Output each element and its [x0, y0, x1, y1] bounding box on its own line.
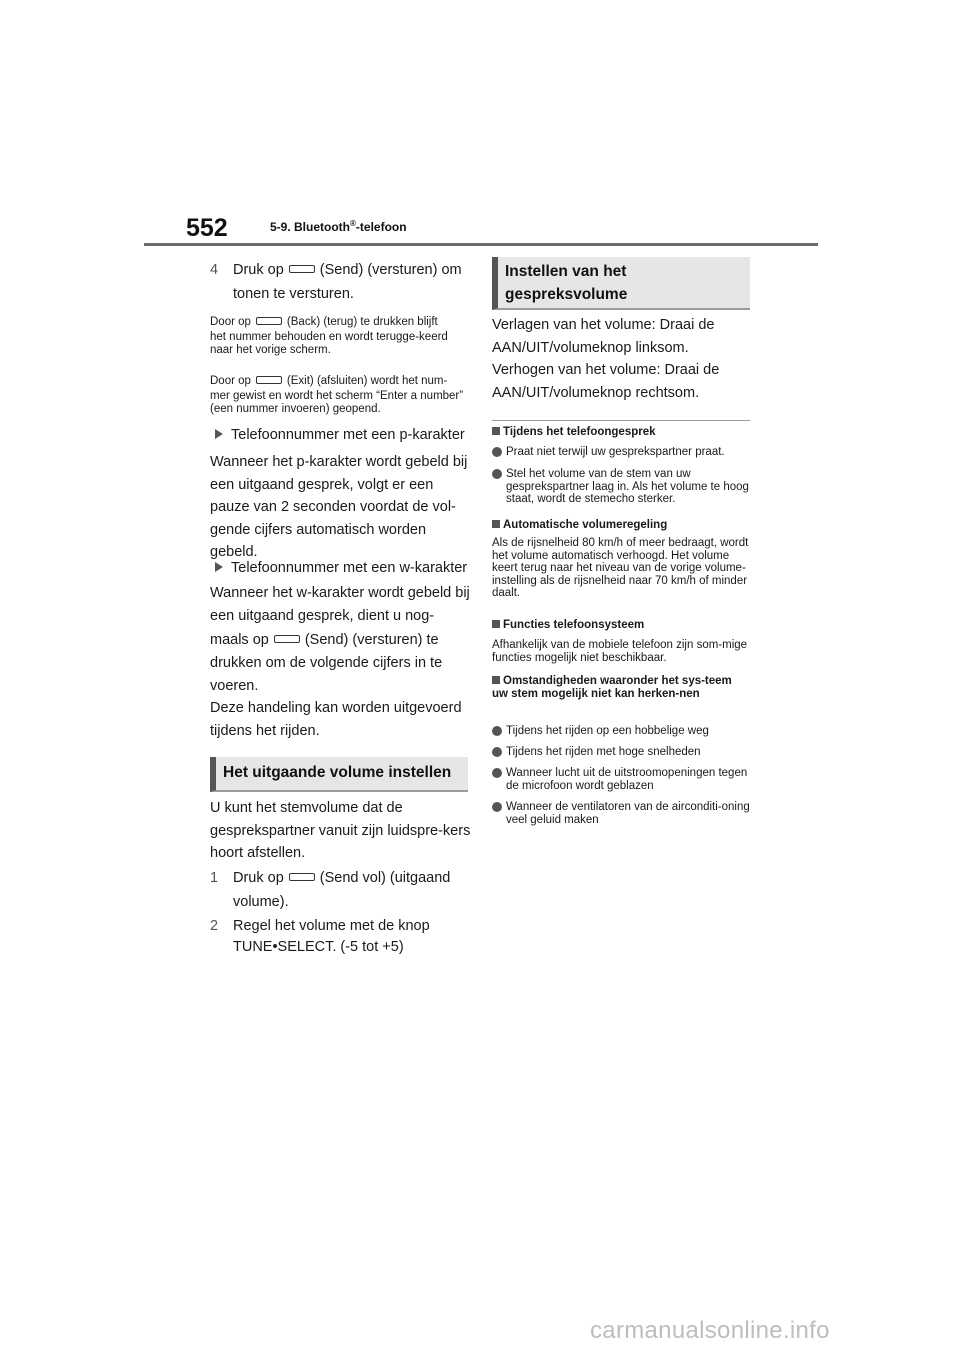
- square-bullet-icon: [492, 676, 500, 684]
- list-item: [492, 725, 750, 738]
- arrow-icon: [215, 562, 223, 572]
- p-character-body: Wanneer het p-karakter wordt gebeld bij een uitgaand gesprek, volgt er een pauze van 2 seconden voordat de vol-gende cijfers automatisch worden gebeld.: [210, 454, 468, 560]
- square-bullet-icon: [492, 520, 500, 528]
- list-item-text: Praat niet terwijl uw gesprekspartner praat.: [506, 446, 725, 458]
- bullet-icon: [492, 447, 502, 457]
- during-call-heading: [492, 426, 750, 439]
- voice-recognition-heading: [492, 675, 750, 701]
- outgoing-step-2: [210, 916, 472, 958]
- volume-decrease: Verlagen van het volume: Draai de AAN/UIT/volumeknop linksom.: [492, 317, 715, 356]
- w-heading-text: Telefoonnummer met een w-karakter: [231, 560, 468, 576]
- exit-button-icon: [256, 376, 282, 384]
- note-exit-line1: (Exit) (afsluiten) wordt het num-: [286, 375, 448, 387]
- step-text-post: (Send vol) (uitgaand volume).: [233, 870, 451, 910]
- list-item-text: Stel het volume van de stem van uw gesprekspartner laag in. Als het volume te hoog staat, wordt de stemecho sterker.: [506, 468, 749, 505]
- list-item-text: Wanneer de ventilatoren van de airconditi-oning veel geluid maken: [506, 801, 750, 826]
- step-text-pre: Druk op: [233, 870, 284, 886]
- during-call-title: Tijdens het telefoongesprek: [503, 426, 656, 438]
- auto-volume-title: Automatische volumeregeling: [503, 519, 668, 531]
- auto-volume-body: Als de rijsnelheid 80 km/h of meer bedraagt, wordt het volume automatisch verhoogd. Het volume keert terug naar het niveau van de vorige volume-instelling als de rijsnelheid naar 70 km/h of minder daalt.: [492, 537, 749, 599]
- step-number: 2: [210, 918, 219, 934]
- list-item-text: Tijdens het rijden op een hobbelige weg: [506, 725, 709, 737]
- volume-increase: Verhogen van het volume: Draai de AAN/UIT/volumeknop rechtsom.: [492, 362, 720, 401]
- step-number: 1: [210, 870, 219, 886]
- list-item: [492, 446, 750, 459]
- auto-volume-heading: [492, 519, 750, 532]
- list-item: [492, 767, 750, 792]
- note-back: [210, 314, 472, 356]
- phone-functions-heading: [492, 619, 750, 632]
- note-exit: [210, 373, 472, 415]
- registered-mark: ®: [350, 219, 356, 228]
- bullet-icon: [492, 747, 502, 757]
- send-vol-button-icon: [289, 873, 315, 881]
- section-title: [270, 219, 407, 234]
- w-body-pre: maals op: [210, 632, 269, 648]
- voice-recognition-title: Omstandigheden waaronder het sys-teem uw stem mogelijk niet kan herken-nen: [492, 675, 732, 700]
- w-character-body-note: Deze handeling kan worden uitgevoerd tijdens het rijden.: [210, 700, 462, 739]
- phone-functions-body: Afhankelijk van de mobiele telefoon zijn som-mige functies mogelijk niet beschikbaar.: [492, 639, 748, 664]
- note-exit-rest: mer gewist en wordt het scherm “Enter a number” (een nummer invoeren) geopend.: [210, 390, 464, 415]
- watermark: carmanualsonline.info: [590, 1317, 830, 1344]
- outgoing-volume-heading: Het uitgaande volume instellen: [210, 757, 468, 792]
- note-exit-pre: Door op: [210, 375, 251, 387]
- w-character-heading: [210, 558, 475, 578]
- w-character-body-cont: drukken om de volgende cijfers in te voeren.: [210, 655, 443, 694]
- p-heading-text: Telefoonnummer met een p-karakter: [231, 427, 465, 443]
- bullet-icon: [492, 768, 502, 778]
- list-item: [492, 746, 750, 759]
- square-bullet-icon: [492, 620, 500, 628]
- bullet-icon: [492, 726, 502, 736]
- section-divider: [492, 420, 750, 421]
- note-back-line1: (Back) (terug) te drukken blijft: [286, 316, 438, 328]
- note-back-pre: Door op: [210, 316, 251, 328]
- page-number: 552: [186, 214, 228, 242]
- p-character-heading: [210, 425, 475, 445]
- square-bullet-icon: [492, 427, 500, 435]
- outgoing-step-1: [210, 866, 472, 914]
- step-text-post: (Send) (versturen) om tonen te versturen.: [233, 262, 462, 302]
- step-text: Regel het volume met de knop TUNE•SELECT. (-5 tot +5): [233, 918, 430, 955]
- list-item-text: Tijdens het rijden met hoge snelheden: [506, 746, 701, 758]
- arrow-icon: [215, 429, 223, 439]
- list-item: [492, 468, 750, 506]
- call-volume-heading: Instellen van het gespreksvolume: [492, 257, 750, 310]
- list-item: [492, 801, 750, 826]
- header-rule: [144, 243, 818, 246]
- note-back-rest: het nummer behouden en wordt terugge-keerd naar het vorige scherm.: [210, 331, 448, 356]
- bullet-icon: [492, 469, 502, 479]
- outgoing-volume-body: U kunt het stemvolume dat de gesprekspartner vanuit zijn luidspre-kers hoort afstellen.: [210, 800, 471, 861]
- step-text-pre: Druk op: [233, 262, 284, 278]
- w-body-post: (Send) (versturen) te: [304, 632, 439, 648]
- step-number: 4: [210, 262, 219, 278]
- section-title-suffix: -telefoon: [355, 220, 407, 234]
- phone-functions-title: Functies telefoonsysteem: [503, 619, 645, 631]
- section-title-prefix: 5-9. Bluetooth: [270, 220, 350, 234]
- step-4: [210, 258, 472, 306]
- w-character-body: Wanneer het w-karakter wordt gebeld bij een uitgaand gesprek, dient u nog-: [210, 585, 470, 624]
- back-button-icon: [256, 317, 282, 325]
- send-button-icon: [289, 265, 315, 273]
- list-item-text: Wanneer lucht uit de uitstroomopeningen tegen de microfoon wordt geblazen: [506, 767, 748, 792]
- w-character-body-line: [210, 629, 472, 652]
- send-button-icon: [274, 635, 300, 643]
- bullet-icon: [492, 802, 502, 812]
